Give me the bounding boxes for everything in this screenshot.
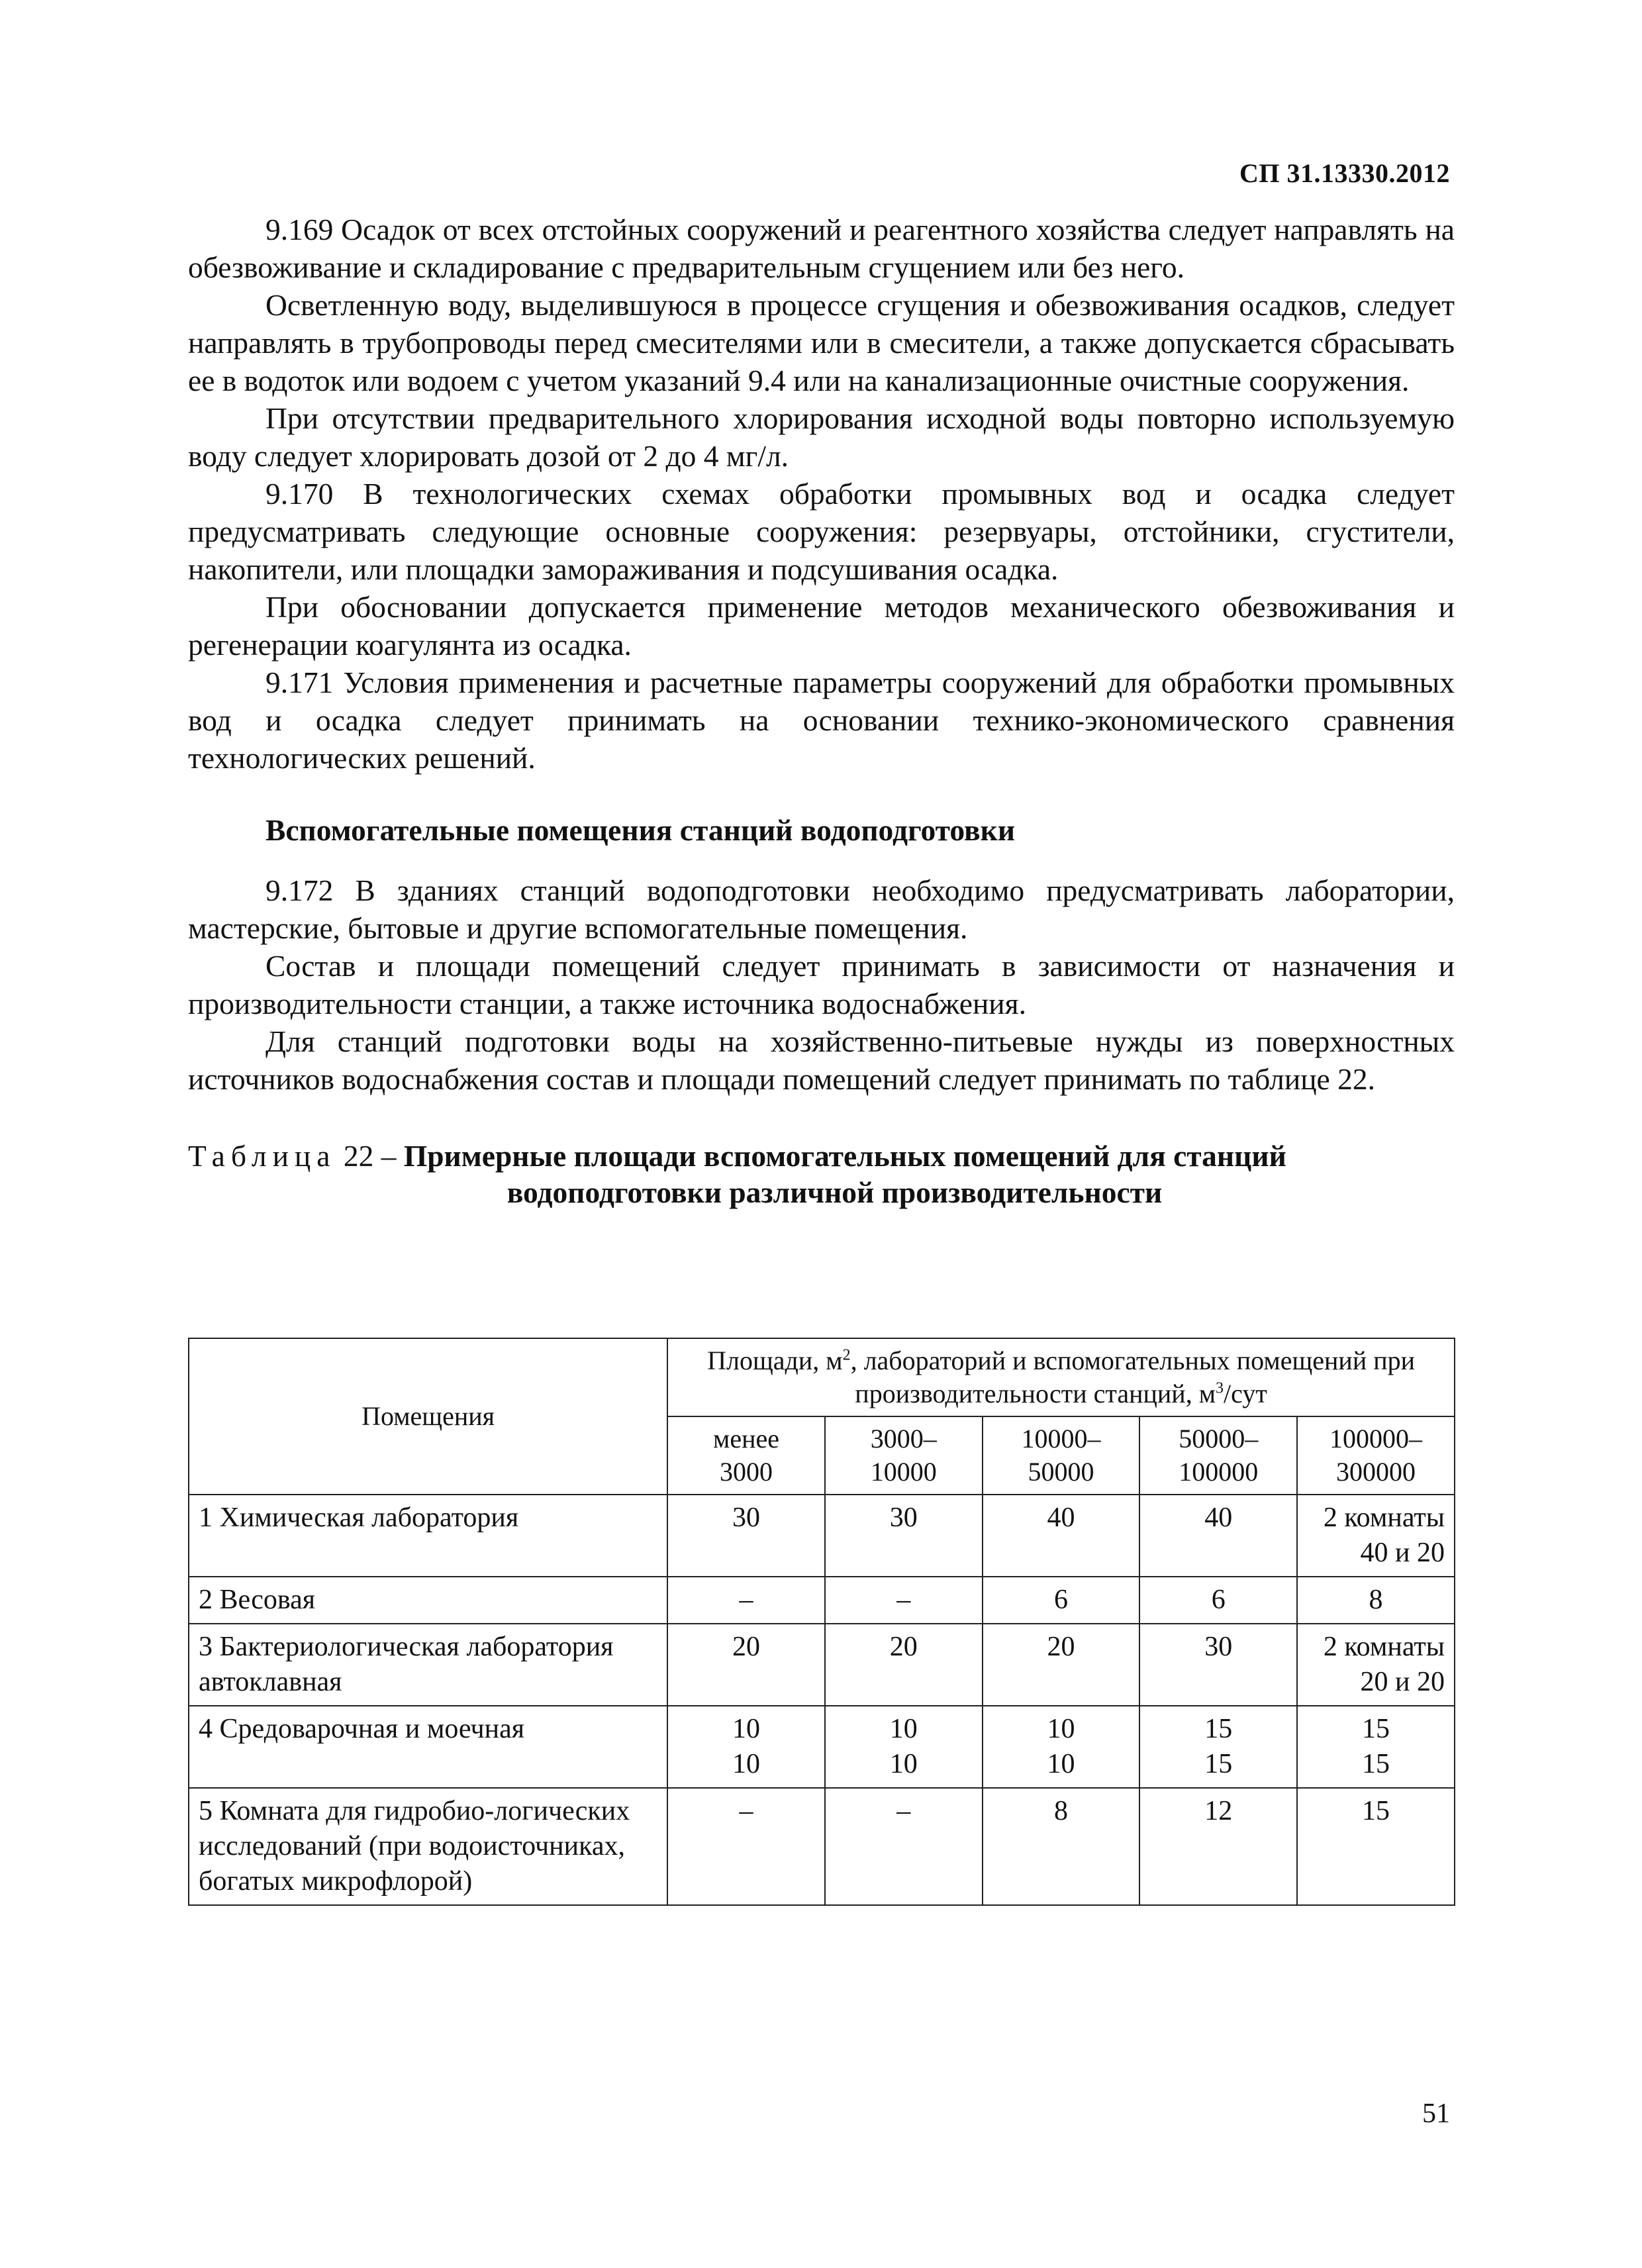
table-cell: 6 (1139, 1577, 1297, 1624)
page-number: 51 (1422, 2098, 1450, 2129)
header-rooms: Помещения (189, 1338, 667, 1495)
table-cell: 20 (983, 1624, 1140, 1706)
table-caption (188, 1138, 1455, 1210)
row-name: 4 Средоварочная и моечная (189, 1706, 667, 1788)
table-caption-number: 22 – (343, 1139, 397, 1173)
document-code: СП 31.13330.2012 (1239, 158, 1450, 188)
header-area-group: Площади, $м^2$, лабораторий и вспомогательных помещений при производительности станций, $м^3$/сут (667, 1338, 1455, 1416)
table-cell: 30 (667, 1495, 825, 1577)
table-row (189, 1577, 1455, 1624)
table-cell: 2 комнаты 20 и 20 (1297, 1624, 1455, 1706)
paragraph: При обосновании допускается применение методов механического обезвоживания и регенерации коагулянта из осадка. (188, 590, 1455, 662)
table-cell: 15 15 (1139, 1706, 1297, 1788)
paragraph-9-172: 9.172 В зданиях станций водоподготовки необходимо предусматривать лаборатории, мастерские, бытовые и другие вспомогательные помещения. (188, 873, 1455, 945)
header-capacity: менее 3000 (667, 1416, 825, 1495)
table-cell: 10 10 (825, 1706, 983, 1788)
paragraph: Для станций подготовки воды на хозяйственно-питьевые нужды из поверхностных источников водоснабжения состав и площади помещений следует принимать по таблице 22. (188, 1024, 1455, 1096)
table-cell: 8 (983, 1788, 1140, 1905)
table-cell: 40 (1139, 1495, 1297, 1577)
row-name: 1 Химическая лаборатория (189, 1495, 667, 1577)
row-name: 2 Весовая (189, 1577, 667, 1624)
paragraph-9-170: 9.170 В технологических схемах обработки промывных вод и осадка следует предусматривать следующие основные сооружения: резервуары, отстойники, сгустители, накопители, или площадки замораживания и подсушивания осадка. (188, 477, 1455, 586)
table-row (189, 1624, 1455, 1706)
table-cell: 2 комнаты 40 и 20 (1297, 1495, 1455, 1577)
table-cell: – (667, 1577, 825, 1624)
table-cell: 20 (667, 1624, 825, 1706)
table-22 (188, 1338, 1455, 1906)
paragraph-9-171: 9.171 Условия применения и расчетные параметры сооружений для обработки промывных вод и осадка следует принимать на основании технико-экономического сравнения технологических решений. (188, 666, 1455, 775)
table-cell: 6 (983, 1577, 1140, 1624)
table-caption-title-line1: Примерные площади вспомогательных помещений для станций (403, 1139, 1286, 1173)
table-row (189, 1788, 1455, 1905)
row-name: 3 Бактериологическая лаборатория автоклавная (189, 1624, 667, 1706)
header-capacity: 50000– 100000 (1139, 1416, 1297, 1495)
body-text (188, 211, 1455, 1210)
header-capacity: 10000– 50000 (983, 1416, 1140, 1495)
table-cell: 40 (983, 1495, 1140, 1577)
table-cell: 30 (1139, 1624, 1297, 1706)
paragraph: Осветленную воду, выделившуюся в процессе сгущения и обезвоживания осадков, следует направлять в трубопроводы перед смесителями или в смесители, а также допускается сбрасывать ее в водоток или водоем с учетом указаний 9.4 или на канализационные очистные сооружения. (188, 288, 1455, 397)
section-heading: Вспомогательные помещения станций водоподготовки (266, 813, 1016, 847)
table-header-row (189, 1338, 1455, 1416)
table-cell: – (667, 1788, 825, 1905)
table-cell: 8 (1297, 1577, 1455, 1624)
table-caption-label: Таблица (188, 1139, 336, 1173)
paragraph-9-169: 9.169 Осадок от всех отстойных сооружений и реагентного хозяйства следует направлять на обезвоживание и складирование с предварительным сгущением или без него. (188, 213, 1455, 284)
table-cell: 15 15 (1297, 1706, 1455, 1788)
table-cell: – (825, 1788, 983, 1905)
table-row (189, 1495, 1455, 1577)
table-cell: 30 (825, 1495, 983, 1577)
table-cell: 10 10 (667, 1706, 825, 1788)
table-row (189, 1706, 1455, 1788)
table-cell: – (825, 1577, 983, 1624)
paragraph: Состав и площади помещений следует принимать в зависимости от назначения и производительности станции, а также источника водоснабжения. (188, 949, 1455, 1020)
table-cell: 20 (825, 1624, 983, 1706)
table-cell: 12 (1139, 1788, 1297, 1905)
header-capacity: 100000– 300000 (1297, 1416, 1455, 1495)
paragraph: При отсутствии предварительного хлорирования исходной воды повторно используемую воду следует хлорировать дозой от 2 до 4 мг/л. (188, 401, 1455, 473)
table-caption-title-line2: водоподготовки различной производительности (507, 1175, 1163, 1209)
row-name: 5 Комната для гидробио-логических исследований (при водоисточниках, богатых микрофлорой) (189, 1788, 667, 1905)
header-capacity: 3000– 10000 (825, 1416, 983, 1495)
table-cell: 10 10 (983, 1706, 1140, 1788)
table-cell: 15 (1297, 1788, 1455, 1905)
